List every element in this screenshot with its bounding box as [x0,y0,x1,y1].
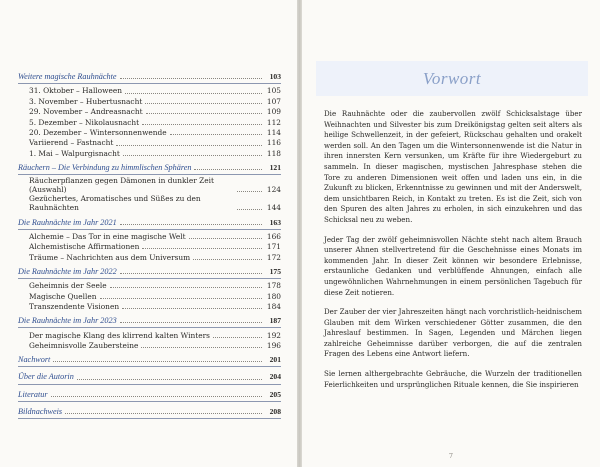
toc-entry[interactable] [18,241,281,251]
section-divider [18,401,281,402]
toc-label: Magische Quellen [29,291,97,301]
toc-label: Alchemistische Affirmationen [29,242,140,252]
dot-leader [146,113,262,114]
section-divider [18,418,281,419]
dot-leader [193,259,262,260]
dot-leader [213,337,262,338]
toc-section[interactable] [18,215,281,226]
toc-label: Geheimnis der Seele [29,281,107,291]
toc-section[interactable] [18,405,281,416]
section-divider [18,174,281,175]
toc-label: Alchemie – Das Tor in eine magische Welt [29,231,186,241]
toc-entry[interactable] [18,301,281,311]
toc-entry[interactable] [18,106,281,116]
toc-label: Die Rauhnächte im Jahr 2021 [18,217,117,227]
toc-label: Räucherpflanzen gegen Dämonen in dunkler Zeit (Auswahl) [29,176,214,195]
dot-leader [125,93,262,94]
toc-label: Literatur [18,389,48,399]
toc-entry[interactable] [18,137,281,147]
toc-label: Gezüchertes, Aromatisches und Süßes zu den Rauhnächten [29,194,201,213]
toc-section[interactable] [18,265,281,276]
toc-label: Der magische Klang des klirrend kalten Winters [29,330,210,340]
toc-label: 3. November – Hubertusnacht [29,96,143,106]
toc-label: Räuchern – Die Verbindung zu himmlischen Sphären [18,163,192,173]
section-divider [18,384,281,385]
toc-page-number: 184 [266,302,281,312]
toc-label: 1. Mai – Walpurgisnacht [29,148,120,158]
dot-leader [194,169,262,170]
paragraph: Die Rauhnächte oder die zaubervollen zwölf Schicksalstage über Weihnachten und Silvester bis zum Dreikönigstag gelten seit alters als heilige Schwellenzeit, in der gefeiert, Rückschau gehalten und orakelt werden soll. An den Tagen um die Wintersonnenwende ist die Natur in ihren innersten Kern versunken, um Kräfte für ihre Wiedergeburt zu sammeln. In dieser magischen, mystischen Jahresphase stehen die Tore zu anderen Dimensionen weit offen und laden uns ein, in die Zukunft zu blicken, Erkenntnisse zu gewinnen und mit der Anderswelt, dem unsichtbaren Reich, in Kontakt zu treten. Es ist die Zeit, sich von den Spuren des alten Jahres zu erholen, in sich einzukehren und das Schicksal neu zu weben. [324,109,582,224]
dot-leader [116,145,262,146]
toc-label: Bildnachweis [18,406,63,416]
paragraph: Jeder Tag der zwölf geheimnisvollen Nächte steht nach altem Brauch unserer Ahnen stellvertretend für die Geschehnisse eines Monats im kommenden Jahr. In dieser Zeit können wir besondere Erlebnisse, erstaunliche Gedanken und verblüffende Ahnungen, einfach alle ungewöhnlichen Wahrnehmungen in einem persönlichen Tagebuch für diese Zeit notieren. [324,234,582,297]
paragraph: Der Zauber der vier Jahreszeiten hängt nach vorchristlich-heidnischem Glauben mit dem Wirken verschiedener Götter zusammen, die den Jahreslauf bestimmen. In Sagen, Legenden und Märchen liegen zahlreiche Geheimnisse darüber verborgen, die auf die zentralen Fragen des Lebens eine Antwort liefern. [324,307,582,359]
toc-entry[interactable] [18,148,281,158]
toc-entry[interactable] [18,176,281,194]
toc-label: Die Rauhnächte im Jahr 2023 [18,316,117,326]
section-divider [18,278,281,279]
dot-leader [110,287,262,288]
toc-section[interactable] [18,388,281,399]
toc-page-number: 172 [266,252,281,262]
dot-leader [65,413,262,414]
toc-label: Geheimnisvolle Zaubersteine [29,341,139,351]
section-divider [18,229,281,230]
toc-entry[interactable] [18,194,281,212]
toc-page-number: 118 [266,148,281,158]
toc-label: Die Rauhnächte im Jahr 2022 [18,266,117,276]
toc-section[interactable] [18,370,281,381]
toc-page-number: 204 [269,372,281,382]
dot-leader [77,379,262,380]
dot-leader [123,155,262,156]
dot-leader [100,298,262,299]
toc-page-number: 196 [266,341,281,351]
dot-leader [53,361,262,362]
dot-leader [120,224,262,225]
toc-entry[interactable] [18,329,281,339]
dot-leader [145,103,262,104]
toc-entry[interactable] [18,231,281,241]
dot-leader [120,273,262,274]
toc-page-number: 105 [266,86,281,96]
dot-leader [237,209,262,210]
toc-page-number: 103 [269,72,281,82]
toc-page-number: 116 [266,138,281,148]
toc-page-number: 166 [266,231,281,241]
toc-section[interactable] [18,161,281,172]
toc-page-number: 107 [266,96,281,106]
dot-leader [120,78,262,79]
toc-page-number: 178 [266,281,281,291]
toc-label: 31. Oktober – Halloween [29,86,122,96]
toc-entry[interactable] [18,116,281,126]
toc-page-number: 124 [266,185,281,195]
toc-entry[interactable] [18,96,281,106]
toc-page-number: 201 [269,355,281,365]
toc-page-number: 187 [269,316,281,326]
toc-entry[interactable] [18,251,281,261]
toc-page-number: 121 [269,163,281,173]
toc-section[interactable] [18,353,281,364]
title-banner [316,61,588,96]
section-divider [18,366,281,367]
foreword-text [324,109,582,399]
chapter-title: Vorwort [422,68,482,88]
toc-label: Weitere magische Rauhnächte [18,72,117,82]
toc-label: Transzendente Visionen [29,302,120,312]
toc-label: Über die Autorin [18,372,74,382]
toc-page-number: 114 [266,128,281,138]
toc-section[interactable] [18,70,281,81]
dot-leader [189,238,262,239]
section-divider [18,83,281,84]
toc-entry[interactable] [18,280,281,290]
toc-page-number: 208 [269,406,281,416]
toc-page-number: 205 [269,389,281,399]
toc-entry[interactable] [18,127,281,137]
toc-page-number: 144 [266,203,281,213]
toc-page-number: 192 [266,330,281,340]
toc-label: 20. Dezember – Wintersonnenwende [29,128,167,138]
table-of-contents [18,67,281,420]
dot-leader [141,347,262,348]
toc-page-number: 163 [269,217,281,227]
toc-entry[interactable] [18,85,281,95]
paragraph: Sie lernen althergebrachte Gebräuche, die Wurzeln der traditionellen Feierlichkeiten und ursprünglichen Rituale kennen, die Sie inspirieren [324,369,582,389]
page-number: 7 [448,452,454,460]
toc-label: Nachwort [18,355,51,365]
toc-label: 29. November – Andreasnacht [29,107,143,117]
toc-label: 5. Dezember – Nikolausnacht [29,117,140,127]
dot-leader [170,134,262,135]
dot-leader [142,124,262,125]
dot-leader [122,308,262,309]
toc-page-number: 175 [269,266,281,276]
dot-leader [142,248,262,249]
left-page [0,0,297,467]
dot-leader [237,191,262,192]
toc-page-number: 112 [266,117,281,127]
toc-page-number: 180 [266,291,281,301]
toc-page-number: 109 [266,107,281,117]
toc-entry[interactable] [18,340,281,350]
right-page [302,0,600,467]
section-divider [18,327,281,328]
toc-label: Träume – Nachrichten aus dem Universum [29,252,191,262]
toc-label: Variierend – Fastnacht [29,138,114,148]
toc-page-number: 171 [266,242,281,252]
dot-leader [51,396,262,397]
toc-entry[interactable] [18,290,281,300]
toc-section[interactable] [18,314,281,325]
dot-leader [120,322,262,323]
